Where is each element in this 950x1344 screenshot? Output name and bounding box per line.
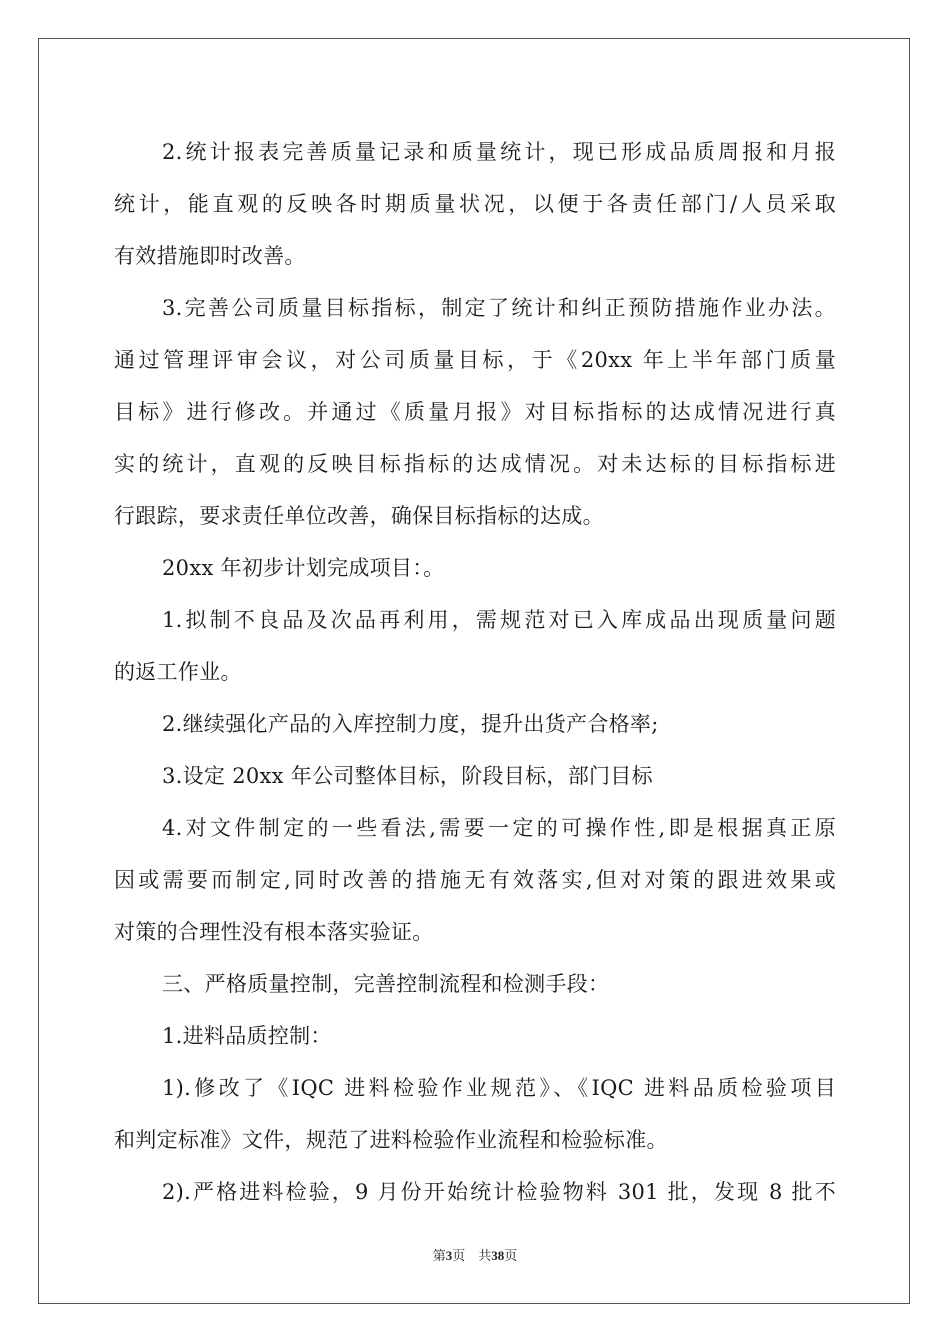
paragraph-line: 和判定标准》文件，规范了进料检验作业流程和检验标准。 (114, 1128, 668, 1152)
paragraph-line: 1.拟制不良品及次品再利用，需规范对已入库成品出现质量问题 (162, 608, 836, 632)
paragraph-line: 2.继续强化产品的入库控制力度，提升出货产合格率; (162, 712, 659, 736)
paragraph-line: 3.设定 20xx 年公司整体目标，阶段目标，部门目标 (162, 764, 653, 788)
paragraph-line: 目标》进行修改。并通过《质量月报》对目标指标的达成情况进行真 (114, 400, 836, 424)
paragraph-line: 统计，能直观的反映各时期质量状况，以便于各责任部门/人员采取 (114, 192, 836, 216)
paragraph-line: 通过管理评审会议，对公司质量目标，于《20xx 年上半年部门质量 (114, 348, 836, 372)
paragraph-line: 实的统计，直观的反映目标指标的达成情况。对未达标的目标指标进 (114, 452, 836, 476)
section-heading: 三、严格质量控制，完善控制流程和检测手段： (162, 972, 610, 996)
paragraph-line: 行跟踪，要求责任单位改善，确保目标指标的达成。 (114, 504, 604, 528)
paragraph-line: 1).修改了《IQC 进料检验作业规范》、《IQC 进料品质检验项目 (162, 1076, 836, 1100)
paragraph-line: 因或需要而制定,同时改善的措施无有效落实,但对对策的跟进效果或 (114, 868, 836, 892)
footer-prefix: 第 (432, 1249, 446, 1264)
paragraph-line: 3.完善公司质量目标指标，制定了统计和纠正预防措施作业办法。 (162, 296, 836, 320)
paragraph-line: 的返工作业。 (114, 660, 242, 684)
current-page-number: 3 (445, 1248, 453, 1263)
paragraph-line: 对策的合理性没有根本落实验证。 (114, 920, 434, 944)
total-pages-number: 38 (491, 1248, 505, 1263)
section-heading: 20xx 年初步计划完成项目：。 (162, 556, 445, 580)
page-footer (0, 1245, 950, 1264)
subsection-heading: 1.进料品质控制： (162, 1024, 332, 1048)
footer-middle: 页 共 (452, 1249, 492, 1264)
paragraph-line: 4.对文件制定的一些看法,需要一定的可操作性,即是根据真正原 (162, 816, 836, 840)
document-body (114, 126, 836, 1218)
paragraph-line: 有效措施即时改善。 (114, 244, 306, 268)
paragraph-line: 2).严格进料检验，9 月份开始统计检验物料 301 批，发现 8 批不 (162, 1180, 836, 1204)
paragraph-line: 2.统计报表完善质量记录和质量统计，现已形成品质周报和月报 (162, 140, 836, 164)
footer-suffix: 页 (504, 1249, 518, 1264)
